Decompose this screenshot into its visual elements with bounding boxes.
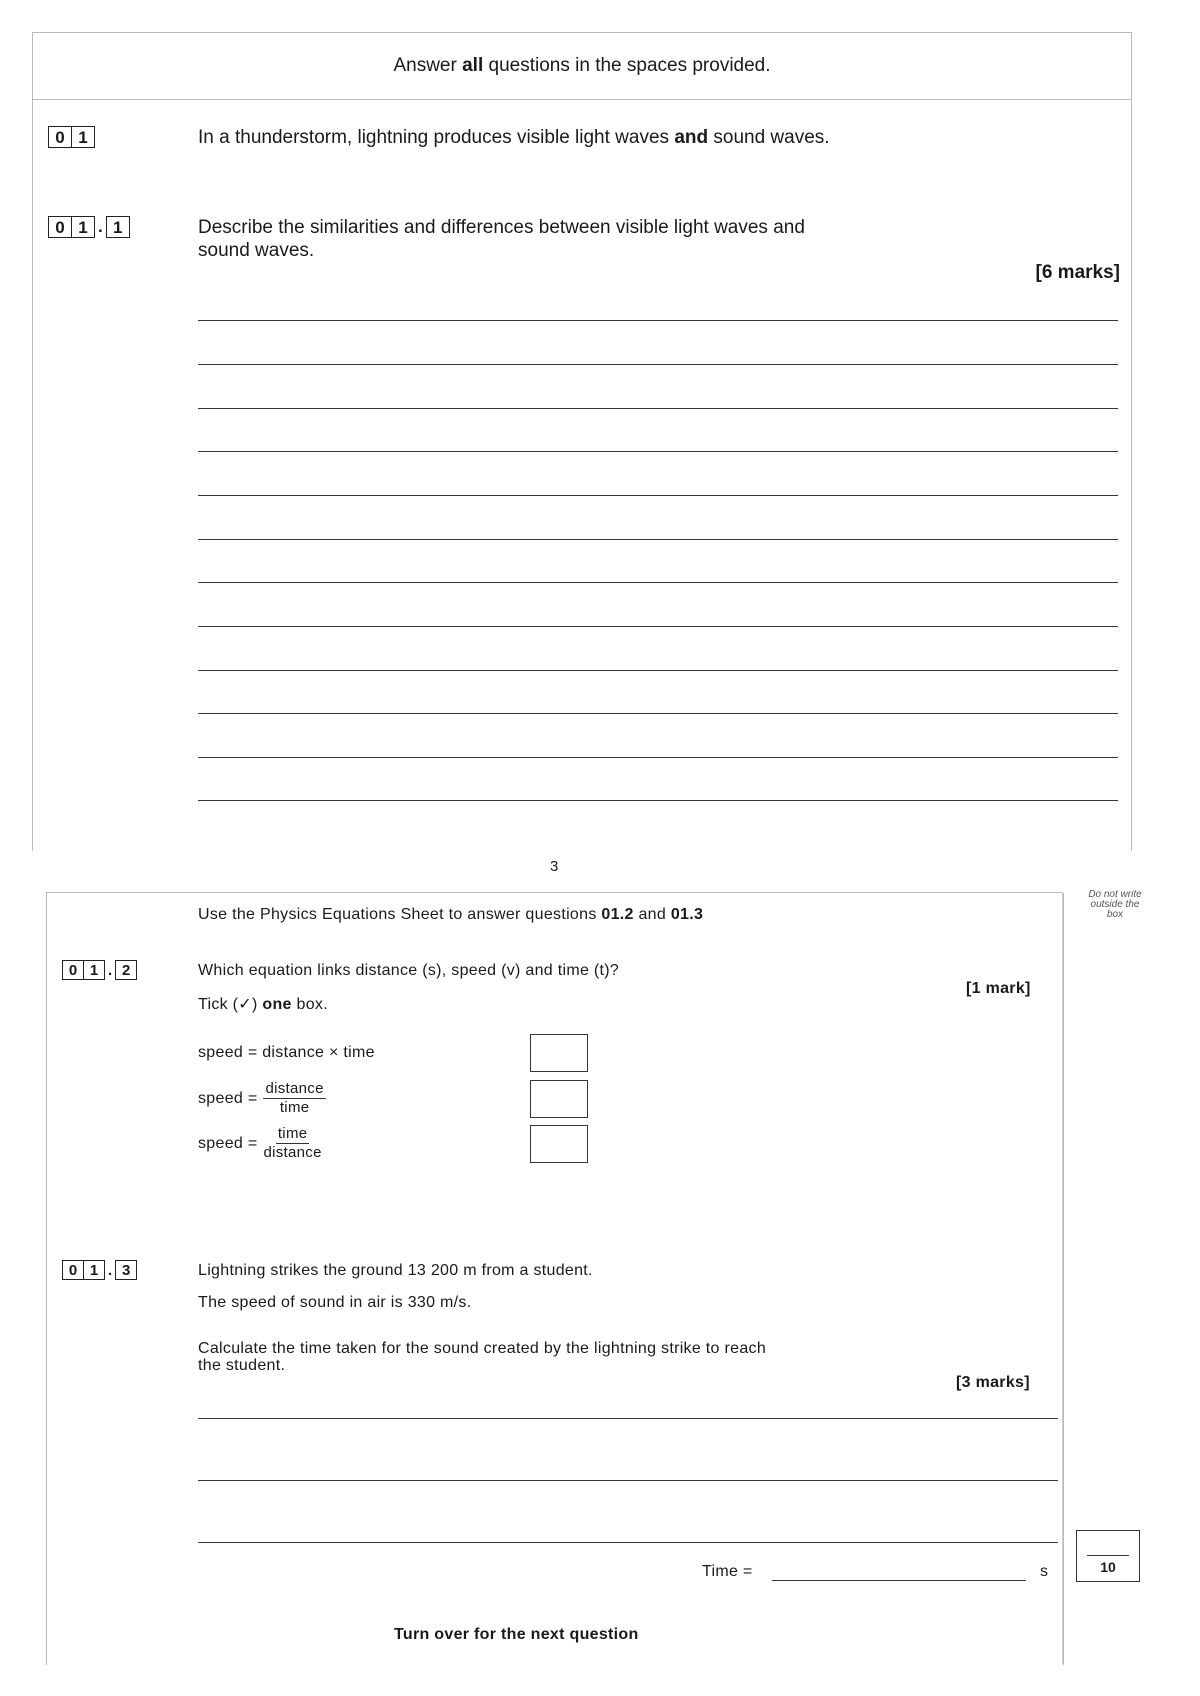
tick-instruction: Tick (✓) one box. [198,996,328,1013]
margin-column-outer [1062,892,1063,1664]
question-01-1-marks: [6 marks] [1035,262,1120,283]
qnum-digit: 3 [115,1260,137,1280]
question-01-1-line-2: sound waves. [198,240,315,261]
option-2-equation: speed = $\frac{\text{distance}}{\text{time}}$ [198,1080,324,1116]
answer-label: Time = [702,1563,753,1580]
fraction: $\frac{\text{time}}{\text{distance}}$ [263,1125,322,1161]
question-01-3-line-3: Calculate the time taken for the sound created by the lightning strike to reach [198,1340,767,1357]
answer-input-line[interactable] [772,1580,1026,1581]
question-01-3-marks: [3 marks] [956,1374,1030,1391]
instruction-banner [33,33,1131,100]
answer-line [198,1542,1058,1543]
answer-line [198,539,1118,540]
answer-line [198,1418,1058,1419]
qnum-digit: 1 [72,216,95,238]
qnum-digit: 1 [84,960,105,980]
answer-lines-01-1[interactable] [198,320,1118,810]
option-3-equation: speed = $\frac{\text{time}}{\text{distance}}$ [198,1125,322,1161]
answer-line [198,451,1118,452]
question-number-01-1 [48,216,130,238]
question-01-1-line-1: Describe the similarities and differences between visible light waves and [198,217,805,238]
qnum-digit: 0 [48,216,72,238]
qnum-digit: 0 [48,126,72,148]
margin-note: Do not write outside the box [1088,889,1142,920]
total-marks-divider [1087,1555,1129,1556]
answer-line [198,495,1118,496]
qnum-digit: 0 [62,1260,84,1280]
answer-line [198,320,1118,321]
question-01-text: In a thunderstorm, lightning produces visible light waves and sound waves. [198,127,830,148]
total-marks-box [1076,1530,1140,1582]
question-number-01 [48,126,95,148]
answer-unit: s [1040,1563,1049,1580]
question-01-3-line-1: Lightning strikes the ground 13 200 m from a student. [198,1262,593,1279]
question-01-3-line-4: the student. [198,1357,286,1374]
answer-line [198,757,1118,758]
qnum-digit: 0 [62,960,84,980]
question-01-2-text: Which equation links distance (s), speed (v) and time (t)? [198,962,620,979]
total-marks-value: 10 [1100,1559,1116,1575]
answer-line [198,800,1118,801]
instruction-bold: all [462,55,484,76]
qnum-separator: . [108,961,113,979]
fraction: $\frac{\text{distance}}{\text{time}}$ [265,1080,324,1116]
qnum-separator: . [98,217,103,236]
question-number-01-3 [62,1260,137,1280]
qnum-digit: 1 [72,126,95,148]
page-number: 3 [550,858,559,875]
answer-line [198,582,1118,583]
answer-line [198,1480,1058,1481]
option-1-equation: speed = distance × time [198,1044,375,1061]
answer-line [198,626,1118,627]
qnum-digit: 2 [115,960,137,980]
instruction-post: questions in the spaces provided. [483,55,771,76]
option-3-tick-box[interactable] [530,1125,588,1163]
qnum-separator: . [108,1261,113,1279]
question-01-3-line-2: The speed of sound in air is 330 m/s. [198,1294,472,1311]
equations-sheet-intro: Use the Physics Equations Sheet to answer questions 01.2 and 01.3 [198,906,704,923]
qnum-digit: 1 [106,216,130,238]
answer-lines-01-3[interactable] [198,1418,1058,1548]
answer-line [198,408,1118,409]
question-01-2-marks: [1 mark] [966,980,1031,997]
answer-line [198,670,1118,671]
margin-column [1063,893,1064,1665]
question-number-01-2 [62,960,137,980]
option-1-tick-box[interactable] [530,1034,588,1072]
answer-line [198,713,1118,714]
option-2-tick-box[interactable] [530,1080,588,1118]
answer-line [198,364,1118,365]
footer-turn-over: Turn over for the next question [394,1626,639,1643]
instruction-pre: Answer [393,55,463,76]
qnum-digit: 1 [84,1260,105,1280]
